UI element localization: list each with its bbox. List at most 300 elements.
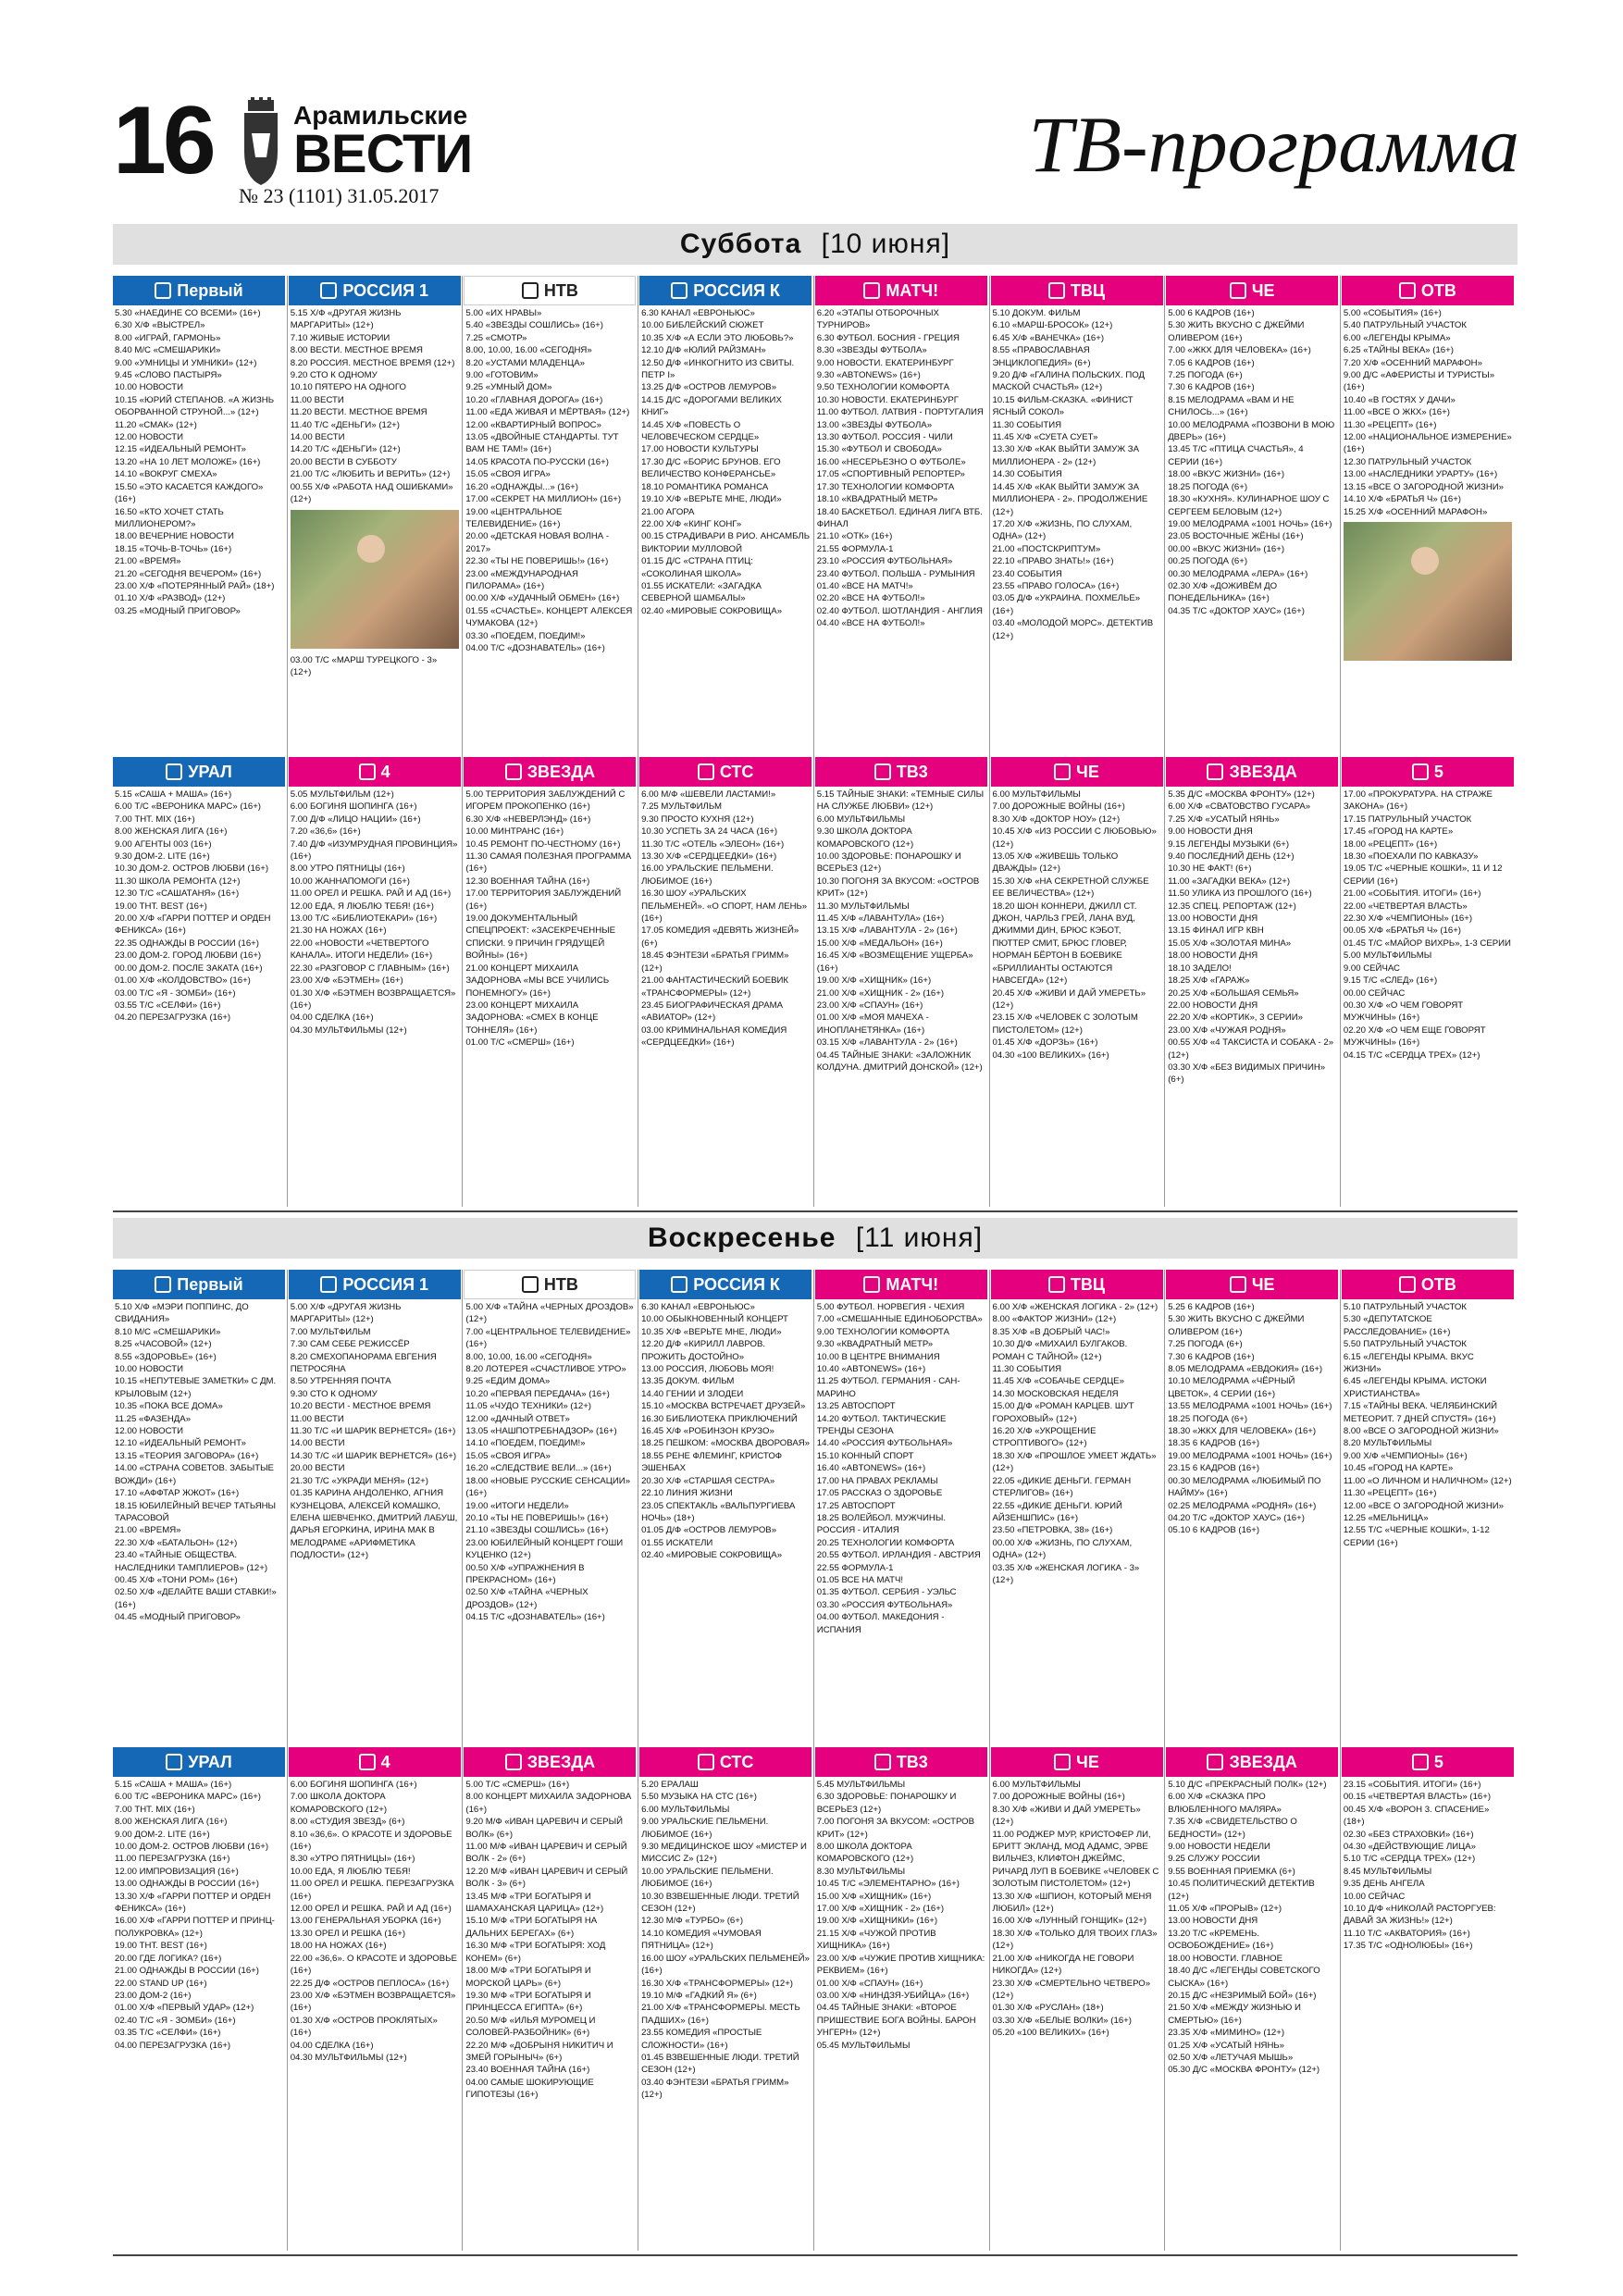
program-item: 7.25 МУЛЬТФИЛЬМ: [641, 801, 722, 813]
program-item: 9.00 Х/Ф «ЧЕМПИОНЫ» (16+): [1343, 1450, 1468, 1461]
program-item: 15.05 «СВОЯ ИГРА»: [465, 1450, 551, 1461]
program-item: 7.00 ДОРОЖНЫЕ ВОЙНЫ (16+): [992, 801, 1125, 813]
program-item: 7.15 «ТАЙНЫ ВЕКА. ЧЕЛЯБИНСКИЙ МЕТЕОРИТ. 7 ДНЕЙ СПУСТЯ» (16+): [1343, 1401, 1498, 1424]
program-item: 10.10 МЕЛОДРАМА «ЧЁРНЫЙ ЦВЕТОК», 4 СЕРИИ (16+): [1168, 1376, 1295, 1399]
channel-block: [464, 757, 636, 1207]
program-item: 10.10 ПЯТЕРО НА ОДНОГО: [290, 382, 407, 393]
program-item: 15.00 Х/Ф «ХИЩНИК» (16+): [816, 1891, 932, 1902]
program-item: 10.10 Д/Ф «НИКОЛАЙ РАСТОРГУЕВ: ДАВАЙ ЗА ЖИЗНЬ!» (12+): [1343, 1904, 1496, 1927]
program-item: 23.05 ВОСТОЧНЫЕ ЖЁНЫ (16+): [1168, 531, 1304, 542]
program-item: 8.20 РОССИЯ. МЕСТНОЕ ВРЕМЯ (12+): [290, 357, 455, 368]
program-item: 23.00 Х/Ф «ЧУЖИЕ ПРОТИВ ХИЩНИКА: РЕКВИЕМ» (16+): [816, 1953, 985, 1977]
program-item: 16.45 Х/Ф «РОБИНЗОН КРУЗО»: [641, 1426, 774, 1437]
channel-icon: [166, 763, 182, 780]
channel-logo: [113, 276, 285, 305]
program-item: 17.00 «СЕКРЕТ НА МИЛЛИОН» (16+): [465, 494, 622, 505]
channel-column: [113, 276, 285, 1207]
program-item: 9.20 СТО К ОДНОМУ: [290, 370, 378, 381]
channel-logo: [289, 276, 461, 305]
program-item: 13.30 Х/Ф «ГАРРИ ПОТТЕР И ОРДЕН ФЕНИКСА» (16+): [115, 1891, 271, 1915]
channel-icon: [863, 1276, 880, 1293]
program-item: 03.25 «МОДНЫЙ ПРИГОВОР»: [115, 605, 241, 616]
program-list: [289, 1777, 461, 2064]
program-list: [1342, 1299, 1514, 1549]
program-item: 15.00 Д/Ф «РОМАН КАРЦЕВ. ШУТ ГОРОХОВЫЙ» (12+): [992, 1401, 1134, 1424]
program-item: 11.25 «ФАЗЕНДА»: [115, 1413, 192, 1424]
program-item: 13.35 ДОКУМ. ФИЛЬМ: [641, 1376, 735, 1387]
program-item: 04.30 МУЛЬТФИЛЬМЫ (12+): [290, 2052, 407, 2063]
channel-name: Первый: [177, 281, 243, 300]
program-item: 21.00 «ВРЕМЯ»: [115, 1525, 181, 1536]
channel-name: РОССИЯ 1: [342, 281, 429, 300]
program-item: 20.00 «ДЕТСКАЯ НОВАЯ ВОЛНА - 2017»: [465, 531, 610, 554]
program-item: 5.40 «ЗВЕЗДЫ СОШЛИСЬ» (16+): [465, 320, 603, 331]
program-item: 8.00 «ИГРАЙ, ГАРМОНЬ»: [115, 332, 221, 343]
channel-logo: [639, 757, 812, 787]
channel-name: НТВ: [543, 1275, 578, 1294]
program-list: [464, 305, 636, 654]
program-item: 21.00 КОНЦЕРТ МИХАИЛА ЗАДОРНОВА «МЫ ВСЕ УЧИЛИСЬ ПОНЕМНОГУ» (16+): [465, 962, 610, 999]
program-item: 6.00 БОГИНЯ ШОПИНГА (16+): [290, 801, 417, 813]
program-list: [639, 305, 812, 617]
program-item: 20.25 ТЕХНОЛОГИИ КОМФОРТА: [816, 1537, 955, 1548]
program-item: 18.55 РЕНЕ ФЛЕМИНГ, КРИСТОФ ЭШЕНБАХ: [641, 1450, 783, 1474]
program-item: 19.00 ТНТ. BEST (16+): [115, 1941, 207, 1952]
program-item: 9.00 НОВОСТИ ДНЯ: [1168, 826, 1253, 838]
program-item: 16.00 ШОУ «УРАЛЬСКИХ ПЕЛЬМЕНЕЙ» (16+): [641, 1953, 810, 1977]
program-item: 8.00 ЖЕНСКАЯ ЛИГА (16+): [115, 1817, 228, 1828]
program-item: 8.45 МУЛЬТФИЛЬМЫ: [1343, 1866, 1432, 1877]
channel-logo: [991, 757, 1163, 787]
channel-block: [1166, 1270, 1338, 1742]
program-item: 18.00 НА НОЖАХ (16+): [290, 1941, 387, 1952]
program-item: 20.00 ВЕСТИ: [290, 1463, 345, 1474]
channel-name: ЧЕ: [1076, 1753, 1099, 1771]
program-item: 23.40 ФУТБОЛ. ПОЛЬША - РУМЫНИЯ: [816, 568, 975, 579]
schedule-grid-saturday: [113, 276, 1518, 1207]
program-item: 23.40 «ТАЙНЫЕ ОБЩЕСТВА. НАСЛЕДНИКИ ТАМПЛИЕРОВ» (12+): [115, 1550, 268, 1573]
channel-column: [1342, 1270, 1514, 2251]
program-item: 5.30 «НАЕДИНЕ СО ВСЕМИ» (16+): [115, 308, 261, 318]
program-item: 04.00 Т/С «ДОЗНАВАТЕЛЬ» (16+): [465, 642, 605, 653]
program-item: 10.00 ЗДОРОВЬЕ: ПОНАРОШКУ И ВСЕРЬЕЗ (12+): [816, 851, 961, 875]
program-item: 6.15 «ЛЕГЕНДЫ КРЫМА. ВКУС ЖИЗНИ»: [1343, 1351, 1474, 1375]
channel-name: 5: [1433, 1753, 1443, 1771]
channel-column: [1166, 1270, 1338, 2251]
channel-block: [1166, 276, 1338, 751]
program-item: 9.00 НОВОСТИ НЕДЕЛИ: [1168, 1842, 1270, 1853]
program-item: 02.50 Х/Ф «ДЕЛАЙТЕ ВАШИ СТАВКИ!» (16+): [115, 1587, 277, 1610]
program-item: 04.15 Т/С «ДОЗНАВАТЕЛЬ» (16+): [465, 1612, 605, 1623]
channel-column: [815, 1270, 987, 2251]
program-item: 21.00 Х/Ф «ХИЩНИК - 2» (16+): [816, 987, 945, 999]
program-item: 6.45 «ЛЕГЕНДЫ КРЫМА. ИСТОКИ ХРИСТИАНСТВА»: [1343, 1376, 1487, 1399]
program-item: 7.25 ПОГОДА (6+): [1168, 370, 1243, 381]
program-item: 10.15 ФИЛЬМ-СКАЗКА. «ФИНИСТ ЯСНЫЙ СОКОЛ»: [992, 394, 1134, 418]
program-item: 7.25 «СМОТР»: [465, 332, 527, 343]
program-item: 01.55 ИСКАТЕЛИ: [641, 1537, 713, 1548]
channel-column: [113, 1270, 285, 2251]
program-list: [639, 787, 812, 1049]
program-item: 12.00 «ВСЕ О ЗАГОРОДНОЙ ЖИЗНИ»: [1343, 1500, 1505, 1511]
program-item: 8.00 «ФАКТОР ЖИЗНИ» (12+): [992, 1314, 1117, 1325]
program-item: 19.00 МЕЛОДРАМА «1001 НОЧЬ» (16+): [1168, 518, 1332, 529]
program-item: 23.15 6 КАДРОВ (16+): [1168, 1463, 1260, 1474]
program-item: 5.20 ЕРАЛАШ: [641, 1780, 699, 1790]
program-item: 5.30 ЖИТЬ ВКУСНО С ДЖЕЙМИ ОЛИВЕРОМ (16+): [1168, 1314, 1305, 1337]
program-item: 12.10 Д/Ф «ЮЛИЙ РАЙЗМАН»: [641, 345, 766, 356]
program-item: 9.30 ПРОСТО КУХНЯ (12+): [641, 813, 754, 825]
program-item: 18.00 «РЕЦЕПТ» (16+): [1343, 838, 1438, 850]
channel-block: [1166, 1747, 1338, 2251]
program-item: 13.05 «ДВОЙНЫЕ СТАНДАРТЫ. ТУТ ВАМ НЕ ТАМ!» (16+): [465, 432, 619, 455]
program-item: 22.00 «36,6». О КРАСОТЕ И ЗДОРОВЬЕ (16+): [290, 1953, 457, 1977]
program-item: 13.45 Т/С «ПТИЦА СЧАСТЬЯ», 4 СЕРИИ (16+): [1168, 444, 1304, 467]
program-item: 10.00 НОВОСТИ: [115, 382, 183, 393]
program-item: 21.00 «ВРЕМЯ»: [115, 556, 181, 567]
program-item: 6.30 КАНАЛ «ЕВРОНЬЮС»: [641, 1302, 755, 1312]
channel-block: [1342, 1270, 1514, 1742]
program-item: 17.10 «АФФТАР ЖЖОТ» (16+): [115, 1488, 240, 1499]
program-item: 00.55 Х/Ф «4 ТАКСИСТА И СОБАКА - 2» (12+): [1168, 1037, 1334, 1061]
channel-logo: [464, 276, 636, 305]
program-item: 01.30 Х/Ф «БЭТМЕН ВОЗВРАЩАЕТСЯ» (16+): [290, 987, 456, 1011]
program-item: 8.00, 10.00, 16.00 «СЕГОДНЯ»: [465, 345, 592, 356]
program-item: 23.00 КОНЦЕРТ МИХАИЛА ЗАДОРНОВА: «СМЕХ В КОНЦЕ ТОННЕЛЯ» (16+): [465, 999, 599, 1036]
program-item: 10.30 УСПЕТЬ ЗА 24 ЧАСА (16+): [641, 826, 778, 838]
program-item: 23.00 «МЕЖДУНАРОДНАЯ ПИЛОРАМА» (16+): [465, 568, 578, 591]
program-item: 11.00 ОРЕЛ И РЕШКА. ПЕРЕЗАГРУЗКА (16+): [290, 1879, 454, 1902]
channel-name: ОТВ: [1420, 1275, 1456, 1294]
program-item: 02.40 Т/С «Я - ЗОМБИ» (16+): [115, 2015, 236, 2026]
channel-icon: [1207, 1754, 1223, 1770]
program-list: [289, 787, 461, 1036]
channel-name: РОССИЯ К: [693, 1275, 780, 1294]
program-item: 16.50 «КТО ХОЧЕТ СТАТЬ МИЛЛИОНЕРОМ?»: [115, 506, 224, 529]
channel-name: 4: [380, 763, 390, 781]
program-item: 21.30 Т/С «УКРАДИ МЕНЯ» (12+): [290, 1475, 428, 1486]
program-list: [991, 1777, 1163, 2040]
program-item: 03.30 «РОССИЯ ФУТБОЛЬНАЯ»: [816, 1599, 953, 1610]
program-item: 8.20 СМЕХОПАНОРАМА ЕВГЕНИЯ ПЕТРОСЯНА: [290, 1351, 437, 1375]
program-item: 02.40 «МИРОВЫЕ СОКРОВИЩА»: [641, 1550, 783, 1561]
program-list: [113, 1777, 285, 2052]
program-item: 8.25 «ЧАСОВОЙ» (12+): [115, 1339, 212, 1350]
program-item: 17.05 КОМЕДИЯ «ДЕВЯТЬ ЖИЗНЕЙ» (6+): [641, 925, 799, 949]
program-item: 6.00 МУЛЬТФИЛЬМЫ: [816, 813, 906, 825]
program-list: [815, 305, 987, 630]
program-item: 04.35 Т/С «ДОКТОР ХАУС» (16+): [1168, 605, 1305, 616]
program-item: 01.15 Д/С «СТРАНА ПТИЦ: «СОКОЛИНАЯ ШКОЛА»: [641, 556, 753, 579]
program-item: 11.30 СОБЫТИЯ: [992, 419, 1062, 430]
channel-icon: [1054, 763, 1071, 780]
program-item: 01.00 Х/Ф «МОЯ МАЧЕХА - ИНОПЛАНЕТЯНКА» (16+): [816, 1012, 929, 1036]
program-item: 12.00 «НАЦИОНАЛЬНОЕ ИЗМЕРЕНИЕ» (16+): [1343, 432, 1512, 455]
program-item: 11.00 РОДЖЕР МУР, КРИСТОФЕР ЛИ, БРИТТ ЭКЛАНД, МОД АДАМС, ЭРВЕ ВИЛЬЧЕЗ, КЛИФТОН ДЖЕЙМС, РИЧАРД ЛУП В БОЕВИКЕ «ЧЕЛОВЕК С ЗОЛОТЫМ ПИСТОЛЕТОМ» (12+): [992, 1829, 1159, 1890]
program-item: 11.00 ПЕРЕЗАГРУЗКА (16+): [115, 1854, 230, 1865]
day-date: [11 июня]: [855, 1222, 984, 1253]
program-item: 7.20 Х/Ф «ОСЕННИЙ МАРАФОН»: [1343, 357, 1482, 368]
program-item: 6.00 Х/Ф «ЖЕНСКАЯ ЛОГИКА - 2» (12+): [992, 1302, 1158, 1312]
program-item: 13.15 ФИНАЛ ИГР КВН: [1168, 925, 1264, 937]
program-item: 5.00 «СОБЫТИЯ» (16+): [1343, 308, 1442, 318]
program-item: 7.00 ТНТ. MIX (16+): [115, 1804, 195, 1815]
channel-name: ЗВЕЗДА: [1229, 763, 1297, 781]
program-item: 12.00 ЕДА, Я ЛЮБЛЮ ТЕБЯ! (16+): [290, 900, 434, 912]
program-item: 10.35 Х/Ф «ВЕРЬТЕ МНЕ, ЛЮДИ»: [641, 1326, 782, 1337]
program-item: 18.10 «КВАДРАТНЫЙ МЕТР»: [816, 494, 938, 505]
program-item: 8.00 УТРО ПЯТНИЦЫ (16+): [290, 863, 405, 875]
program-item: 20.45 Х/Ф «ЖИВИ И ДАЙ УМЕРЕТЬ» (12+): [992, 987, 1146, 1011]
program-item: 18.10 ЗАДЕЛО!: [1168, 962, 1232, 974]
channel-logo: [1166, 1270, 1338, 1299]
program-item: 9.30 ШКОЛА ДОКТОРА КОМАРОВСКОГО (12+): [816, 826, 914, 850]
program-item: 20.00 ВЕСТИ В СУББОТУ: [290, 456, 397, 467]
program-item: 03.30 «ПОЕДЕМ, ПОЕДИМ!»: [465, 630, 586, 641]
channel-name: РОССИЯ К: [693, 281, 780, 300]
program-item: 11.20 ВЕСТИ. МЕСТНОЕ ВРЕМЯ: [290, 407, 427, 418]
channel-logo: [991, 1270, 1163, 1299]
program-item: 7.25 Х/Ф «УСАТЫЙ НЯНЬ»: [1168, 813, 1280, 825]
program-item: 21.00 ОДНАЖДЫ В РОССИИ (16+): [115, 1966, 259, 1977]
program-item: 11.30 ШКОЛА РЕМОНТА (12+): [115, 875, 241, 887]
program-item: 8.15 МЕЛОДРАМА «ВАМ И НЕ СНИЛОСЬ...» (16+): [1168, 394, 1295, 418]
program-list: [289, 305, 461, 506]
program-item: 16.00 «НЕСЕРЬЕЗНО О ФУТБОЛЕ»: [816, 456, 966, 467]
channel-icon: [522, 282, 539, 299]
channel-logo: [639, 1747, 812, 1777]
program-item: 20.30 Х/Ф «СТАРШАЯ СЕСТРА»: [641, 1475, 775, 1486]
program-item: 13.00 Т/С «БИБЛИОТЕКАРИ» (16+): [290, 913, 438, 925]
day-heading-saturday: [113, 224, 1518, 265]
program-item: 21.30 НА НОЖАХ (16+): [290, 925, 387, 937]
program-item: 10.45 Т/С «ЭЛЕМЕНТАРНО» (16+): [816, 1879, 960, 1890]
masthead: [113, 87, 1519, 213]
program-item: 20.10 «ТЫ НЕ ПОВЕРИШЬ!» (16+): [465, 1512, 609, 1523]
program-item: 01.30 Х/Ф «РУСЛАН» (18+): [992, 2003, 1104, 2014]
channel-icon: [1207, 763, 1223, 780]
program-item: 8.05 МЕЛОДРАМА «ЕВДОКИЯ» (16+): [1168, 1364, 1323, 1375]
program-item: 16.45 Х/Ф «ВОЗМЕЩЕНИЕ УЩЕРБА» (16+): [816, 950, 973, 974]
program-item: 9.30 «КВАДРАТНЫЙ МЕТР»: [816, 1339, 934, 1350]
channel-name: ЧЕ: [1251, 1275, 1275, 1294]
channel-block: [815, 276, 987, 751]
channel-block: [1342, 757, 1514, 1207]
program-item: 9.00 ТЕХНОЛОГИИ КОМФОРТА: [816, 1326, 949, 1337]
program-list: [113, 787, 285, 1024]
program-item: 22.20 Х/Ф «КОРТИК», 3 СЕРИИ»: [1168, 1012, 1303, 1024]
program-item: 20.00 ГДЕ ЛОГИКА? (16+): [115, 1953, 222, 1964]
program-item: 04.40 «ВСЕ НА ФУТБОЛ!»: [816, 618, 925, 629]
program-item: 00.00 Х/Ф «УДАЧНЫЙ ОБМЕН» (16+): [465, 593, 620, 604]
program-item: 19.10 М/Ф «ГАДКИЙ Я» (6+): [641, 1990, 757, 2001]
program-item: 23.00 ЮБИЛЕЙНЫЙ КОНЦЕРТ ГОШИ КУЦЕНКО (12+): [465, 1537, 624, 1561]
program-item: 12.00 НОВОСТИ: [115, 1426, 183, 1437]
program-item: 17.00 «ПРОКУРАТУРА. НА СТРАЖЕ ЗАКОНА» (16+): [1343, 789, 1493, 813]
program-item: 04.00 ПЕРЕЗАГРУЗКА (16+): [115, 2040, 231, 2051]
program-item: 21.10 «ОТК» (16+): [816, 531, 893, 542]
program-item: 16.30 М/Ф «ТРИ БОГАТЫРЯ: ХОД КОНЕМ» (6+): [465, 1941, 606, 1964]
channel-block: [1166, 757, 1338, 1207]
program-item: 7.00 Д/Ф «ЛИЦО НАЦИИ» (16+): [290, 813, 421, 825]
program-item: 5.00 ФУТБОЛ. НОРВЕГИЯ - ЧЕХИЯ: [816, 1302, 965, 1312]
program-item: 8.10 «36,6». О КРАСОТЕ И ЗДОРОВЬЕ (16+): [290, 1829, 452, 1853]
program-item: 23.00 Х/Ф «БЭТМЕН» (16+): [290, 975, 403, 987]
program-item: 6.00 Х/Ф «СВАТОВСТВО ГУСАРА»: [1168, 801, 1311, 813]
channel-block: [113, 1747, 285, 2251]
program-item: 5.25 6 КАДРОВ (16+): [1168, 1302, 1255, 1312]
program-item: 13.00 ОДНАЖДЫ В РОССИИ (16+): [115, 1879, 259, 1890]
channel-logo: [815, 1747, 987, 1777]
program-item: 21.00 «СОБЫТИЯ. ИТОГИ» (16+): [1343, 888, 1481, 900]
program-item: 18.00 НОВОСТИ. ГЛАВНОЕ: [1168, 1953, 1283, 1964]
program-item: 8.20 ЛОТЕРЕЯ «СЧАСТЛИВОЕ УТРО»: [465, 1364, 626, 1375]
program-item: 23.00 Х/Ф «СПАУН» (16+): [816, 999, 923, 1011]
program-item: 13.45 М/Ф «ТРИ БОГАТЫРЯ И ШАМАХАНСКАЯ ЦАРИЦА» (12+): [465, 1891, 604, 1915]
channel-block: [464, 276, 636, 751]
program-item: 15.10 «МОСКВА ВСТРЕЧАЕТ ДРУЗЕЙ»: [641, 1401, 806, 1412]
program-item: 19.00 «ЦЕНТРАЛЬНОЕ ТЕЛЕВИДЕНИЕ» (16+): [465, 506, 563, 529]
channel-name: УРАЛ: [188, 1753, 232, 1771]
channel-name: УРАЛ: [188, 763, 232, 781]
program-item: 00.45 Х/Ф «ВОРОН 3. СПАСЕНИЕ» (18+): [1343, 1804, 1490, 1828]
program-item: 6.30 ЗДОРОВЬЕ: ПОНАРОШКУ И ВСЕРЬЕЗ (12+): [816, 1792, 957, 1815]
program-item: 7.30 6 КАДРОВ (16+): [1168, 382, 1255, 393]
program-item: 17.30 Д/С «БОРИС БРУНОВ. ЕГО ВЕЛИЧЕСТВО КОНФЕРАНСЬЕ»: [641, 456, 781, 480]
program-item: 13.30 Х/Ф «СЕРДЦЕЕДКИ» (16+): [641, 851, 777, 863]
channel-block: [639, 276, 812, 751]
program-item: 5.15 «САША + МАША» (16+): [115, 1780, 232, 1790]
program-item: 18.30 Х/Ф «ПРОШЛОЕ УМЕЕТ ЖДАТЬ» (12+): [992, 1450, 1157, 1474]
program-item: 15.10 КОННЫЙ СПОРТ: [816, 1450, 914, 1461]
program-item: 12.30 Т/С «САШАТАНЯ» (16+): [115, 888, 240, 900]
channel-icon: [1048, 1276, 1065, 1293]
program-item: 11.05 Х/Ф «ПРОРЫВ» (12+): [1168, 1904, 1282, 1915]
program-item: 16.00 УРАЛЬСКИЕ ПЕЛЬМЕНИ. ЛЮБИМОЕ (16+): [641, 863, 774, 887]
program-item: 5.35 Д/С «МОСКВА ФРОНТУ» (12+): [1168, 789, 1315, 800]
program-item: 11.20 «СМАК» (12+): [115, 419, 197, 430]
program-item: 5.00 6 КАДРОВ (16+): [1168, 308, 1255, 318]
program-item: 21.10 «ЗВЕЗДЫ СОШЛИСЬ» (16+): [465, 1525, 609, 1536]
program-item: 22.00 Х/Ф «КИНГ КОНГ»: [641, 518, 742, 529]
program-item: 03.40 «МОЛОДОЙ МОРС». ДЕТЕКТИВ (12+): [992, 618, 1154, 641]
program-item: 18.15 ЮБИЛЕЙНЫЙ ВЕЧЕР ТАТЬЯНЫ ТАРАСОВОЙ: [115, 1500, 277, 1523]
program-item: 03.35 Т/С «СЕЛФИ» (16+): [115, 2028, 221, 2039]
program-item: 12.35 СПЕЦ. РЕПОРТАЖ (12+): [1168, 900, 1296, 912]
channel-block: [289, 757, 461, 1207]
channel-icon: [505, 1754, 522, 1770]
program-item: 04.00 ФУТБОЛ. МАКЕДОНИЯ - ИСПАНИЯ: [816, 1612, 945, 1635]
program-item: 00.30 МЕЛОДРАМА «ЛЕРА» (16+): [1168, 568, 1308, 579]
program-item: 04.45 «МОДНЫЙ ПРИГОВОР»: [115, 1612, 241, 1623]
channel-logo: [639, 1270, 812, 1299]
program-item: 14.00 «СТРАНА СОВЕТОВ. ЗАБЫТЫЕ ВОЖДИ» (16+): [115, 1463, 274, 1486]
channel-block: [113, 276, 285, 751]
program-item: 13.00 «НАСЛЕДНИКИ УРАРТУ» (16+): [1343, 469, 1498, 480]
program-item: 6.25 «ТАЙНЫ ВЕКА» (16+): [1343, 345, 1454, 356]
program-item: 01.35 КАРИНА АНДОЛЕНКО, АГНИЯ КУЗНЕЦОВА, АЛЕКСЕЙ КОМАШКО, ЕЛЕНА ШЕВЧЕНКО, ДМИТРИЙ ЛАБУШ, ДАРЬЯ ЕГОРКИНА, ИРИНА МАК В МЕЛОДРАМЕ «АРИФМЕТИКА ПОДЛОСТИ» (12+): [290, 1488, 458, 1561]
channel-icon: [505, 763, 522, 780]
program-item: 8.30 Х/Ф «ДОКТОР НОУ» (12+): [992, 813, 1121, 825]
program-item: 14.30 СОБЫТИЯ: [992, 469, 1062, 480]
channel-logo: [1166, 757, 1338, 787]
program-item: 6.20 «ЭТАПЫ ОТБОРОЧНЫХ ТУРНИРОВ»: [816, 308, 939, 331]
program-item: 7.05 6 КАДРОВ (16+): [1168, 357, 1255, 368]
program-item: 6.00 МУЛЬТФИЛЬМЫ: [641, 1804, 730, 1815]
program-item: 6.00 БОГИНЯ ШОПИНГА (16+): [290, 1780, 417, 1790]
program-item: 03.35 Х/Ф «ЖЕНСКАЯ ЛОГИКА - 3» (12+): [992, 1562, 1140, 1585]
channel-logo: [991, 1747, 1163, 1777]
program-item: 22.05 «ДИКИЕ ДЕНЬГИ. ГЕРМАН СТЕРЛИГОВ» (16+): [992, 1475, 1132, 1499]
program-item: 22.30 «РАЗГОВОР С ГЛАВНЫМ» (16+): [290, 962, 450, 974]
program-item: 10.00 В ЦЕНТРЕ ВНИМАНИЯ: [816, 1351, 940, 1362]
channel-icon: [874, 1754, 891, 1770]
program-item: 8.00 КОНЦЕРТ МИХАИЛА ЗАДОРНОВА (16+): [465, 1792, 632, 1815]
channel-icon: [698, 1754, 714, 1770]
program-item: 10.15 «ЮРИЙ СТЕПАНОВ. «А ЖИЗНЬ ОБОРВАННОЙ СТРУНОЙ...» (12+): [115, 394, 275, 418]
program-item: 23.00 Х/Ф «БЭТМЕН ВОЗВРАЩАЕТСЯ» (16+): [290, 1990, 456, 2014]
program-item: 19.00 МЕЛОДРАМА «1001 НОЧЬ» (16+): [1168, 1450, 1332, 1461]
program-item: 14.00 ВЕСТИ: [290, 432, 345, 443]
channel-name: РОССИЯ 1: [342, 1275, 429, 1294]
program-item: 12.30 ПАТРУЛЬНЫЙ УЧАСТОК: [1343, 456, 1472, 467]
schedule-grid-sunday: [113, 1270, 1518, 2251]
channel-block: [113, 1270, 285, 1742]
program-item: 10.45 ПОЛИТИЧЕСКИЙ ДЕТЕКТИВ (12+): [1168, 1879, 1315, 1902]
program-item: 22.30 Х/Ф «ЧЕМПИОНЫ» (16+): [1343, 913, 1473, 925]
program-item: 14.40 ГЕНИИ И ЗЛОДЕИ: [641, 1388, 744, 1399]
program-item: 10.00 МЕЛОДРАМА «ПОЗВОНИ В МОЮ ДВЕРЬ» (16+): [1168, 419, 1335, 443]
program-item: 13.00 НОВОСТИ ДНЯ: [1168, 1916, 1258, 1927]
program-item: 7.00 МУЛЬТФИЛЬМ: [290, 1326, 371, 1337]
program-item: 12.55 Т/С «ЧЕРНЫЕ КОШКИ», 1-12 СЕРИИ (16+): [1343, 1525, 1490, 1548]
program-item: 8.00 «ВСЕ О ЗАГОРОДНОЙ ЖИЗНИ»: [1343, 1426, 1499, 1437]
program-item: 10.15 «НЕПУТЕВЫЕ ЗАМЕТКИ» С ДМ. КРЫЛОВЫМ (12+): [115, 1376, 277, 1399]
channel-name: ОТВ: [1420, 281, 1456, 300]
day-date: [10 июня]: [821, 229, 951, 259]
channel-block: [289, 276, 461, 751]
program-item: 6.00 МУЛЬТФИЛЬМЫ: [992, 789, 1081, 800]
program-item: 01.45 Х/Ф «ДОРЗЬ» (16+): [992, 1037, 1098, 1049]
program-item: 6.30 КАНАЛ «ЕВРОНЬЮС»: [641, 308, 755, 318]
program-item: 01.05 ВСЕ НА МАТЧ!: [816, 1574, 904, 1585]
channel-icon: [671, 1276, 688, 1293]
channel-column: [1166, 276, 1338, 1207]
program-item: 15.10 М/Ф «ТРИ БОГАТЫРЯ НА ДАЛЬНИХ БЕРЕГАХ» (6+): [465, 1916, 598, 1939]
channel-name: ТВ3: [896, 763, 928, 781]
channel-logo: [1166, 276, 1338, 305]
program-item: 23.55 «ПРАВО ГОЛОСА» (16+): [992, 580, 1120, 591]
channel-icon: [1399, 1276, 1416, 1293]
program-item: 8.35 Х/Ф «В ДОБРЫЙ ЧАС!»: [992, 1326, 1110, 1337]
program-item: 11.30 Т/С «И ШАРИК ВЕРНЕТСЯ» (16+): [290, 1426, 456, 1437]
program-item: 11.40 Т/С «ДЕНЬГИ» (12+): [290, 419, 400, 430]
program-item: 18.00 «ВКУС ЖИЗНИ» (16+): [1168, 469, 1285, 480]
program-item: 21.00 ФАНТАСТИЧЕСКИЙ БОЕВИК «ТРАНСФОРМЕРЫ» (12+): [641, 975, 788, 999]
program-item: 20.50 М/Ф «ИЛЬЯ МУРОМЕЦ И СОЛОВЕЙ-РАЗБОЙНИК» (6+): [465, 2015, 596, 2039]
program-list: [1166, 305, 1338, 617]
channel-logo: [464, 757, 636, 787]
program-item: 15.30 Х/Ф «НА СЕКРЕТНОЙ СЛУЖБЕ ЕЕ ВЕЛИЧЕСТВА» (12+): [992, 875, 1149, 900]
channel-logo: [815, 276, 987, 305]
program-item: 16.30 Х/Ф «ТРАНСФОРМЕРЫ» (12+): [641, 1978, 793, 1989]
program-list: [464, 1777, 636, 2102]
program-item: 23.15 Х/Ф «ЧЕЛОВЕК С ЗОЛОТЫМ ПИСТОЛЕТОМ» (12+): [992, 1012, 1138, 1036]
program-item: 15.05 «СВОЯ ИГРА»: [465, 469, 551, 480]
channel-column: [464, 276, 636, 1207]
program-item: 10.30 НОВОСТИ. ЕКАТЕРИНБУРГ: [816, 394, 959, 405]
program-item: 18.40 БАСКЕТБОЛ. ЕДИНАЯ ЛИГА ВТБ. ФИНАЛ: [816, 506, 983, 529]
